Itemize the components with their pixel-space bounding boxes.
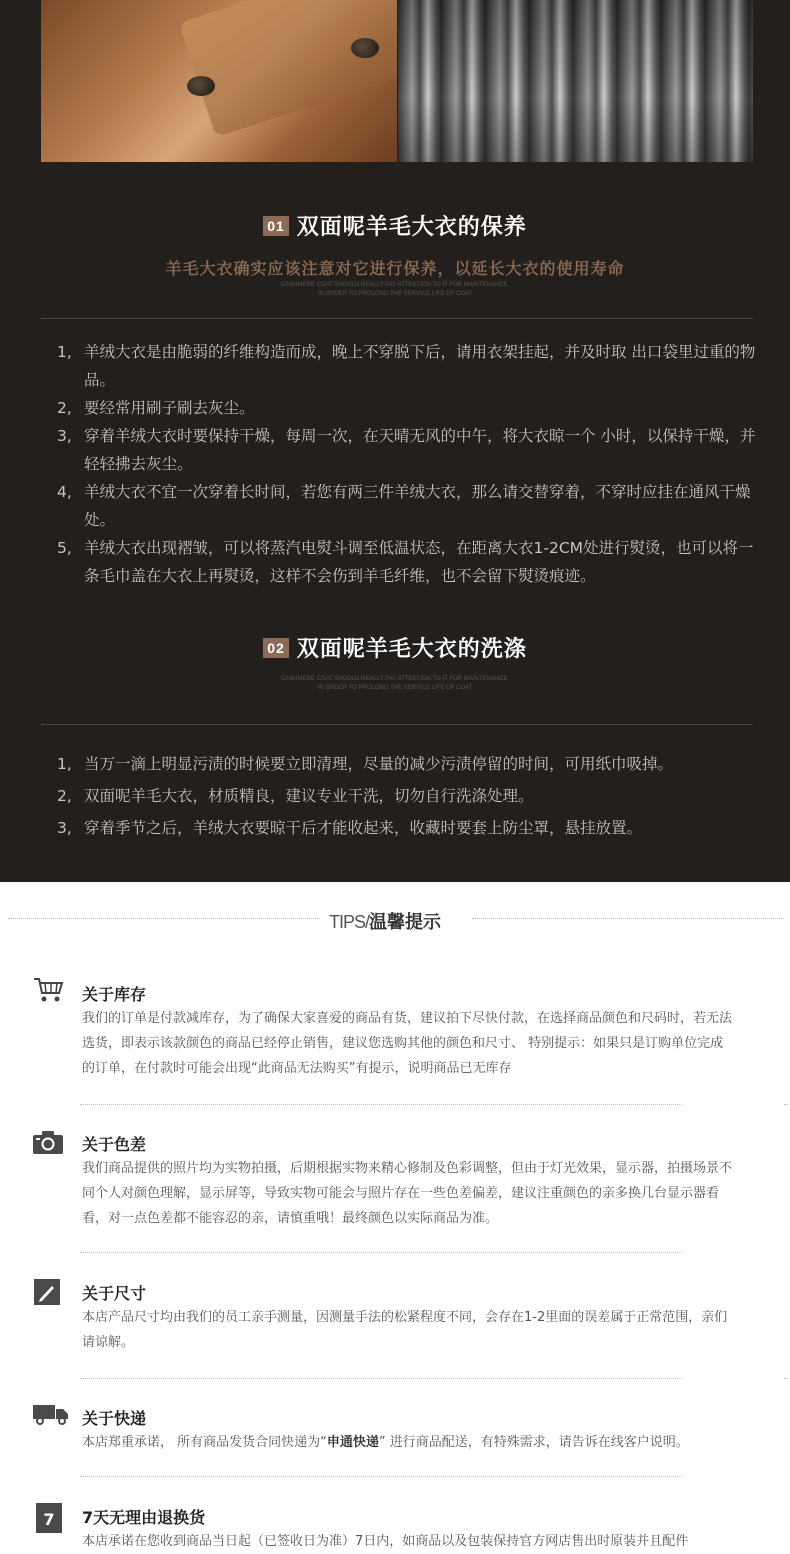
list-item-number: 5, (57, 539, 72, 557)
tip-body: 本店郑重承诺， 所有商品发货合同快递为“申通快递” 进行商品配送，有特殊需求，请告诉在线客户说明。 (82, 1435, 689, 1450)
maintenance-list (57, 338, 762, 590)
section-subtitle: 羊毛大衣确实应该注意对它进行保养，以延长大衣的使用寿命 (165, 259, 625, 278)
list-item (57, 780, 762, 812)
list-item-number: 3, (57, 819, 72, 837)
dotted-line (8, 918, 320, 919)
tip-title: 关于色差 (82, 1135, 147, 1154)
dotted-separator (80, 1252, 682, 1253)
section-title-text: 双面呢羊毛大衣的保养 (296, 215, 527, 240)
cart-icon (32, 976, 64, 1004)
section-number-badge: 02 (263, 638, 289, 658)
list-item-text: 羊绒大衣不宜一次穿着长时间，若您有两三件羊绒大衣，那么请交替穿着，不穿时应挂在通风干燥处。 (84, 483, 751, 529)
dotted-separator (784, 1378, 788, 1379)
list-item-text: 穿着季节之后，羊绒大衣要晾干后才能收起来，收藏时要套上防尘罩，悬挂放置。 (84, 819, 643, 837)
divider (41, 724, 753, 725)
list-item-number: 1, (57, 755, 72, 773)
washing-list (57, 748, 762, 844)
list-item-text: 羊绒大衣是由脆弱的纤维构造而成，晚上不穿脱下后，请用衣架挂起，并及时取 出口袋里过重的物品。 (84, 343, 756, 389)
divider (41, 318, 753, 319)
clothing-rack-photo (398, 0, 753, 162)
tip-title: 关于尺寸 (82, 1284, 147, 1303)
list-item-number: 2, (57, 399, 72, 417)
section-english-caption: CASHMERE COAT SHOULD REALLY PAY ATTENTION TO IT FOR MAINTENANCE, IN ORDER TO PROLONG THE SERVICE LIFE OF COAT (280, 676, 510, 691)
tip-body: 本店产品尺寸均由我们的员工亲手测量，因测量手法的松紧程度不同，会存在1-2里面的误差属于正常范围，亲们请谅解。 (82, 1310, 728, 1350)
tip-title: 关于库存 (82, 985, 147, 1004)
list-item-number: 4, (57, 483, 72, 501)
tips-header (0, 906, 790, 934)
dotted-separator (784, 1104, 788, 1105)
dotted-line (472, 918, 784, 919)
list-item (57, 748, 762, 780)
section-title-maintenance (0, 210, 790, 241)
list-item (57, 394, 762, 422)
truck-icon (32, 1402, 64, 1430)
list-item-number: 1, (57, 343, 72, 361)
tip-body: 本店承诺在您收到商品当日起（已签收日为准）7日内，如商品以及包装保持官方网店售出时原装并且配件 (82, 1534, 689, 1549)
section-english-caption: CASHMERE COAT SHOULD REALLY PAY ATTENTION TO IT FOR MAINTENANCE, IN ORDER TO PROLONG THE SERVICE LIFE OF COAT (280, 282, 510, 297)
camera-icon (32, 1130, 64, 1158)
dotted-separator (80, 1378, 682, 1379)
dotted-separator (80, 1104, 682, 1105)
list-item-text: 双面呢羊毛大衣，材质精良，建议专业干洗，切勿自行洗涤处理。 (84, 787, 534, 805)
list-item-text: 羊绒大衣出现褶皱，可以将蒸汽电熨斗调至低温状态，在距离大衣1-2CM处进行熨烫，也可以将一条毛巾盖在大衣上再熨烫，这样不会伤到羊毛纤维，也不会留下熨烫痕迹。 (84, 539, 754, 585)
list-item (57, 338, 762, 394)
list-item-text: 当万一滴上明显污渍的时候要立即清理，尽量的减少污渍停留的时间，可用纸巾吸掉。 (84, 755, 674, 773)
tip-title: 7天无理由退换货 (82, 1508, 206, 1527)
list-item (57, 534, 762, 590)
calendar-7-icon: 7 (36, 1503, 62, 1533)
section-number-badge: 01 (263, 216, 289, 236)
list-item-text: 穿着羊绒大衣时要保持干燥，每周一次，在天晴无风的中午，将大衣晾一个 小时，以保持干燥，并轻轻拂去灰尘。 (84, 427, 756, 473)
list-item-text: 要经常用刷子刷去灰尘。 (84, 399, 255, 417)
section-title-text: 双面呢羊毛大衣的洗涤 (296, 637, 527, 662)
list-item (57, 812, 762, 844)
list-item (57, 422, 762, 478)
list-item-number: 3, (57, 427, 72, 445)
list-item-number: 2, (57, 787, 72, 805)
coat-closeup-photo (41, 0, 397, 162)
section-title-washing (0, 632, 790, 663)
courier-name: 申通快递 (326, 1435, 379, 1450)
tip-body: 我们的订单是付款减库存，为了确保大家喜爱的商品有货，建议拍下尽快付款，在选择商品颜色和尺码时，若无法选货，即表示该款颜色的商品已经停止销售，建议您选购其他的颜色和尺寸、 特别提示：如果只是订购单位完成的订单，在付款时可能会出现“此商品无法购买”有提示，说明商品已无库存 (82, 1011, 733, 1076)
dotted-separator (80, 1476, 682, 1477)
list-item (57, 478, 762, 534)
tip-body: 我们商品提供的照片均为实物拍摄，后期根据实物来精心修制及色彩调整，但由于灯光效果，显示器，拍摄场景不同个人对颜色理解，显示屏等，导致实物可能会与照片存在一些色差偏差，建议注重颜色的亲多换几台显示器看看，对一点色差都不能容忍的亲，请慎重哦！最终颜色以实际商品为准。 (82, 1161, 733, 1226)
pencil-icon (32, 1277, 64, 1305)
tip-title: 关于快递 (82, 1409, 147, 1428)
tips-title: TIPS/温馨提示 (329, 912, 442, 933)
